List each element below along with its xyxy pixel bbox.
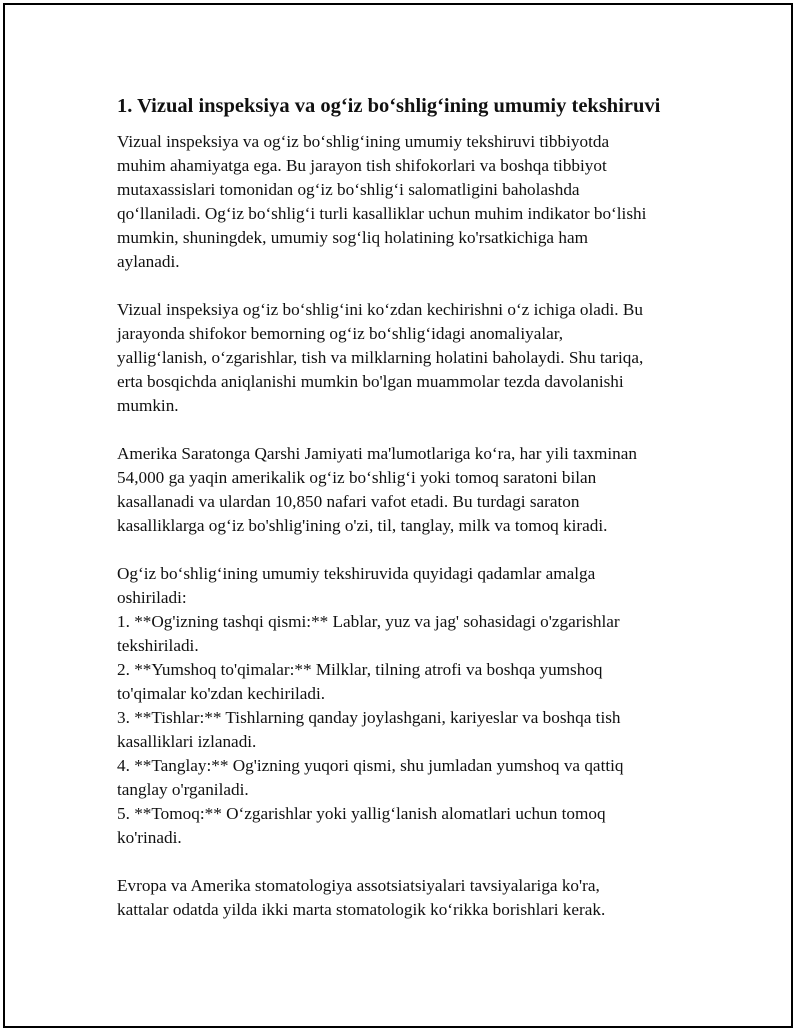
text-line: mutaxassislari tomonidan ogʻiz boʻshligʻi salomatligini baholashda: [117, 180, 580, 199]
text-line: tekshiriladi.: [117, 636, 199, 655]
text-line: 1. **Og'izning tashqi qismi:** Lablar, yuz va jag' sohasidagi o'zgarishlar: [117, 612, 620, 631]
text-line: erta bosqichda aniqlanishi mumkin bo'lgan muammolar tezda davolanishi: [117, 372, 624, 391]
document-body: [117, 92, 692, 946]
text-line: Ogʻiz boʻshligʻining umumiy tekshiruvida quyidagi qadamlar amalga: [117, 564, 596, 583]
text-line: 5. **Tomoq:** Oʻzgarishlar yoki yalligʻlanish alomatlari uchun tomoq: [117, 804, 606, 823]
text-line: yalligʻlanish, oʻzgarishlar, tish va milklarning holatini baholaydi. Shu tariqa,: [117, 348, 644, 367]
text-line: kasallanadi va ulardan 10,850 nafari vafot etadi. Bu turdagi saraton: [117, 492, 580, 511]
text-line: mumkin, shuningdek, umumiy sogʻliq holatining ko'rsatkichiga ham: [117, 228, 588, 247]
paragraph: [117, 442, 692, 538]
text-line: 54,000 ga yaqin amerikalik ogʻiz boʻshligʻi yoki tomoq saratoni bilan: [117, 468, 597, 487]
text-line: Amerika Saratonga Qarshi Jamiyati ma'lumotlariga koʻra, har yili taxminan: [117, 444, 637, 463]
text-line: to'qimalar ko'zdan kechiriladi.: [117, 684, 326, 703]
paragraph-container: [117, 130, 692, 922]
text-line: muhim ahamiyatga ega. Bu jarayon tish shifokorlari va boshqa tibbiyot: [117, 156, 607, 175]
text-line: tanglay o'rganiladi.: [117, 780, 249, 799]
text-line: qoʻllaniladi. Ogʻiz boʻshligʻi turli kasalliklar uchun muhim indikator boʻlishi: [117, 204, 647, 223]
text-line: kasalliklarga ogʻiz bo'shlig'ining o'zi, til, tanglay, milk va tomoq kiradi.: [117, 516, 608, 535]
text-line: Evropa va Amerika stomatologiya assotsiatsiyalari tavsiyalariga ko'ra,: [117, 876, 600, 895]
text-line: aylanadi.: [117, 252, 180, 271]
text-line: ko'rinadi.: [117, 828, 182, 847]
text-line: 4. **Tanglay:** Og'izning yuqori qismi, shu jumladan yumshoq va qattiq: [117, 756, 624, 775]
text-line: 2. **Yumshoq to'qimalar:** Milklar, tilning atrofi va boshqa yumshoq: [117, 660, 603, 679]
text-line: jarayonda shifokor bemorning ogʻiz boʻshligʻidagi anomaliyalar,: [117, 324, 564, 343]
paragraph: [117, 562, 692, 850]
text-line: kasalliklari izlanadi.: [117, 732, 257, 751]
text-line: Vizual inspeksiya ogʻiz boʻshligʻini koʻzdan kechirishni oʻz ichiga oladi. Bu: [117, 300, 643, 319]
text-line: mumkin.: [117, 396, 179, 415]
text-line: 3. **Tishlar:** Tishlarning qanday joylashgani, kariyeslar va boshqa tish: [117, 708, 621, 727]
text-line: Vizual inspeksiya va ogʻiz boʻshligʻining umumiy tekshiruvi tibbiyotda: [117, 132, 610, 151]
paragraph: [117, 874, 692, 922]
text-line: kattalar odatda yilda ikki marta stomatologik koʻrikka borishlari kerak.: [117, 900, 606, 919]
paragraph: [117, 298, 692, 418]
paragraph: [117, 130, 692, 274]
section-heading: 1. Vizual inspeksiya va ogʻiz boʻshligʻining umumiy tekshiruvi: [117, 95, 661, 117]
text-line: oshiriladi:: [117, 588, 187, 607]
